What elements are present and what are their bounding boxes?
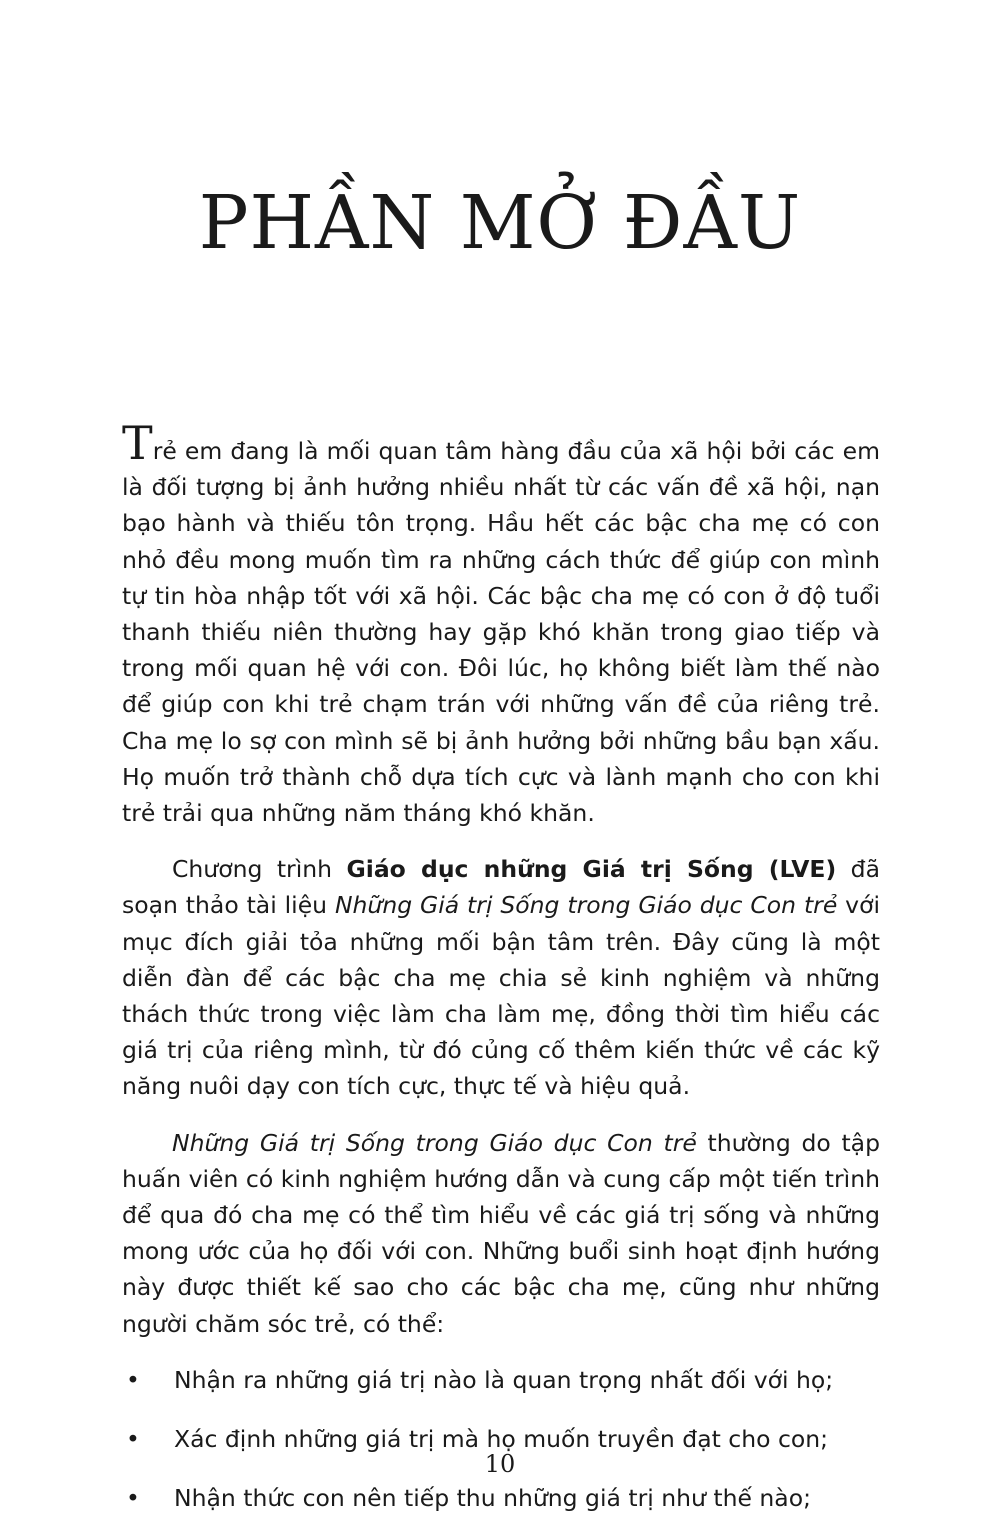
bullet-icon: •	[126, 1483, 140, 1512]
program-name: Giáo dục những Giá trị Sống (LVE)	[346, 855, 837, 884]
list-item-text: Nhận ra những giá trị nào là quan trọng nhất đối với họ;	[174, 1365, 834, 1394]
paragraph-facilitation-text: thường do tập huấn viên có kinh nghiệm hướng dẫn và cung cấp một tiến trình để qua đó cha mẹ có thể tìm hiểu về các giá trị sống và những mong ước của họ đối với con. Những buổi sinh hoạt định hướng này được thiết kế sao cho các bậc cha mẹ, cũng như những người chăm sóc trẻ, có thể:	[122, 1128, 880, 1338]
list-item-text: Nhận thức con nên tiếp thu những giá trị như thế nào;	[174, 1483, 812, 1512]
paragraph-program-part2: đã soạn thảo tài liệu	[122, 855, 880, 920]
page-title: PHẦN MỞ ĐẦU	[198, 180, 802, 266]
document-title-repeat: Những Giá trị Sống trong Giáo dục Con trẻ	[172, 1128, 697, 1157]
paragraph-intro	[122, 416, 880, 831]
page-number: 10	[484, 1450, 516, 1478]
bullet-icon: •	[126, 1365, 140, 1394]
list-item	[122, 1362, 880, 1398]
drop-cap: T	[122, 416, 153, 470]
paragraph-program-part1: Chương trình	[172, 855, 347, 884]
document-title: Những Giá trị Sống trong Giáo dục Con trẻ	[334, 891, 838, 920]
paragraph-program	[122, 851, 880, 1104]
paragraph-program-part3: với mục đích giải tỏa những mối bận tâm trên. Đây cũng là một diễn đàn để các bậc cha mẹ chia sẻ kinh nghiệm và những thách thức trong việc làm cha làm mẹ, đồng thời tìm hiểu các giá trị của riêng mình, từ đó củng cố thêm kiến thức về các kỹ năng nuôi dạy con tích cực, thực tế và hiệu quả.	[122, 891, 880, 1101]
paragraph-facilitation	[122, 1125, 880, 1342]
paragraph-intro-text: rẻ em đang là mối quan tâm hàng đầu của xã hội bởi các em là đối tượng bị ảnh hưởng nhiều nhất từ các vấn đề xã hội, nạn bạo hành và thiếu tôn trọng. Hầu hết các bậc cha mẹ có con nhỏ đều mong muốn tìm ra những cách thức để giúp con mình tự tin hòa nhập tốt với xã hội. Các bậc cha mẹ có con ở độ tuổi thanh thiếu niên thường hay gặp khó khăn trong giao tiếp và trong mối quan hệ với con. Đôi lúc, họ không biết làm thế nào để giúp con khi trẻ chạm trán với những vấn đề của riêng trẻ. Cha mẹ lo sợ con mình sẽ bị ảnh hưởng bởi những bầu bạn xấu. Họ muốn trở thành chỗ dựa tích cực và lành mạnh cho con khi trẻ trải qua những năm tháng khó khăn.	[122, 437, 880, 828]
list-item-text: Xác định những giá trị mà họ muốn truyền đạt cho con;	[174, 1424, 829, 1453]
bullet-icon: •	[126, 1424, 140, 1453]
list-item	[122, 1480, 880, 1516]
body-text	[122, 416, 880, 1539]
